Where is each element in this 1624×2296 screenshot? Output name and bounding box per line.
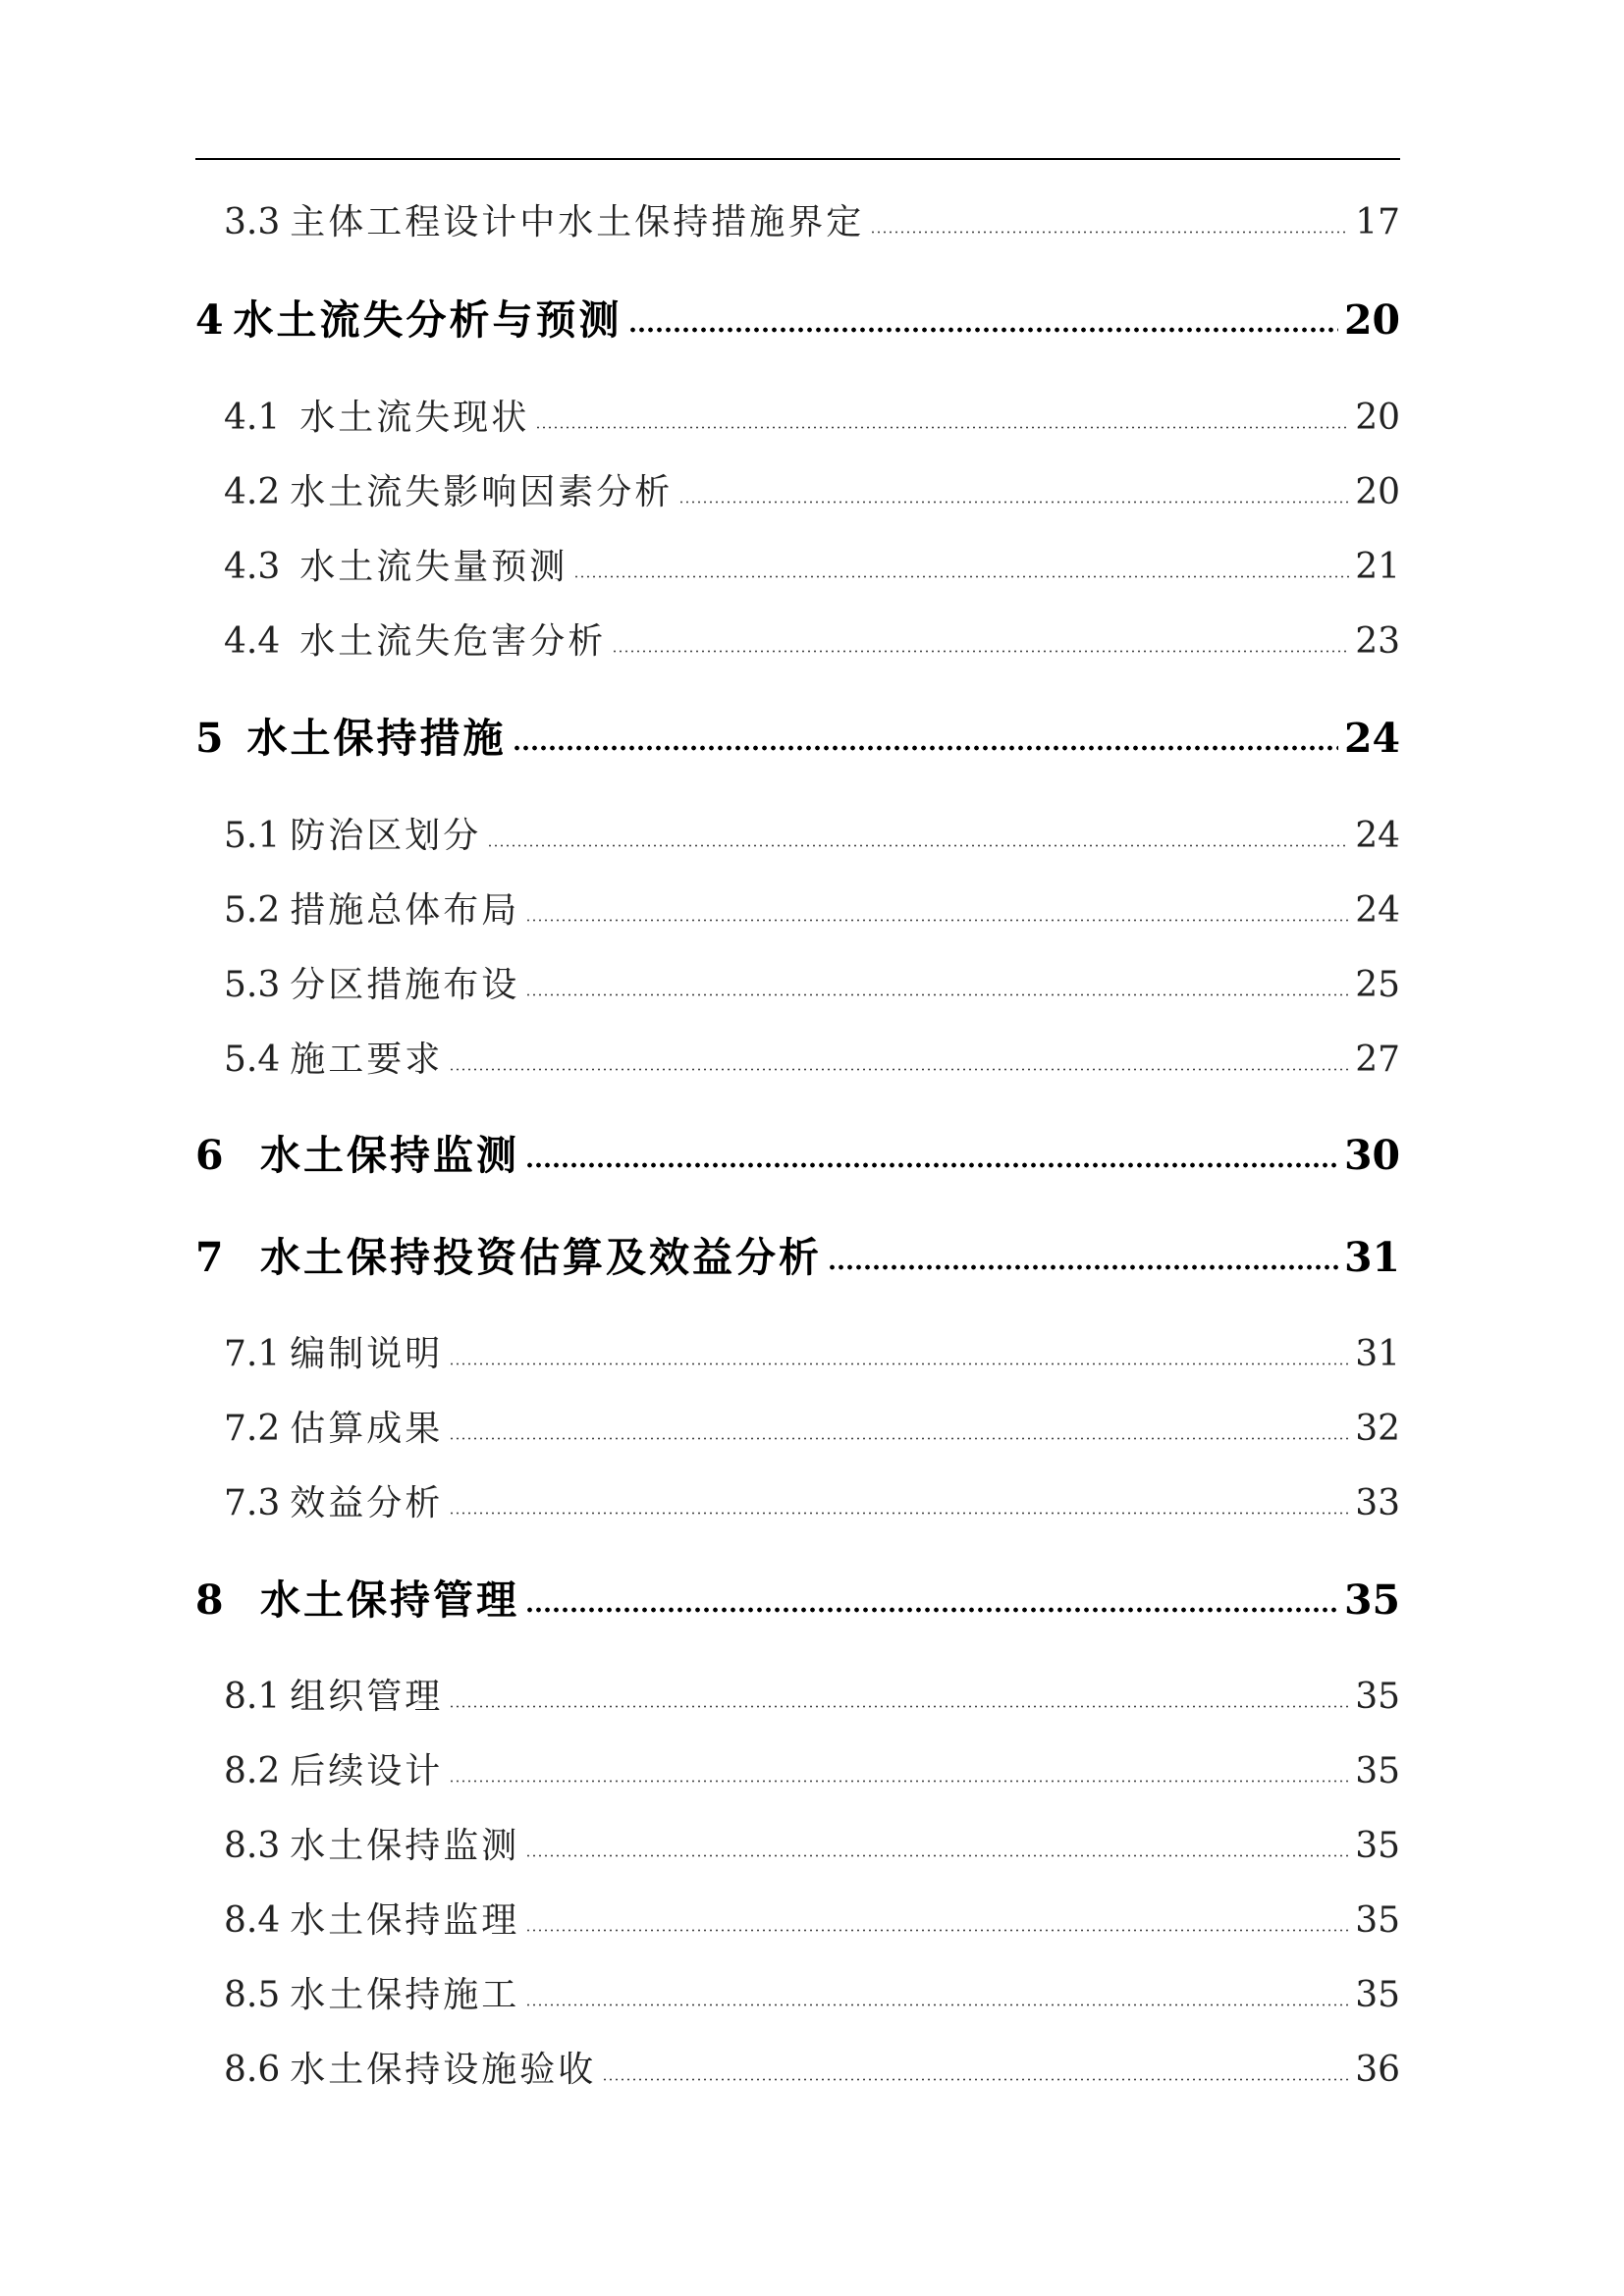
toc-entry-5-3[interactable] xyxy=(224,957,1400,1004)
toc-page-number: 24 xyxy=(1343,715,1400,762)
toc-number: 4 xyxy=(195,296,224,344)
toc-page-number: 20 xyxy=(1343,296,1400,344)
toc-page-number: 23 xyxy=(1355,621,1400,662)
toc-number: 7.3 xyxy=(224,1483,281,1523)
toc-entry-4-1[interactable] xyxy=(224,390,1400,437)
toc-title: 施工要求 xyxy=(290,1040,444,1080)
toc-chapter-8[interactable] xyxy=(195,1568,1400,1624)
toc-page-number: 35 xyxy=(1343,1576,1400,1624)
toc-title: 水土流失量预测 xyxy=(299,547,568,587)
toc-number: 5.1 xyxy=(224,816,281,856)
toc-title: 编制说明 xyxy=(290,1334,444,1374)
toc-page-number: 20 xyxy=(1355,398,1400,438)
toc-number: 4.2 xyxy=(224,472,281,512)
toc-title: 水土保持投资估算及效益分析 xyxy=(260,1234,822,1281)
toc-page-number: 35 xyxy=(1355,1751,1400,1791)
dot-leader xyxy=(525,993,1349,996)
toc-title: 防治区划分 xyxy=(290,816,482,856)
toc-title: 效益分析 xyxy=(290,1483,444,1523)
dot-leader xyxy=(828,1264,1338,1270)
toc-number: 7.2 xyxy=(224,1409,281,1449)
toc-title: 水土流失影响因素分析 xyxy=(290,472,674,512)
toc-page-number: 35 xyxy=(1355,1975,1400,2015)
toc-entry-8-2[interactable] xyxy=(224,1743,1400,1790)
toc-title: 水土保持措施 xyxy=(246,715,507,762)
toc-entry-8-6[interactable] xyxy=(224,2042,1400,2089)
toc-page-number: 20 xyxy=(1355,472,1400,512)
toc-entry-4-4[interactable] xyxy=(224,614,1400,661)
toc-title: 组织管理 xyxy=(290,1677,444,1717)
toc-page-number: 30 xyxy=(1343,1132,1400,1179)
toc-page-number: 24 xyxy=(1355,890,1400,931)
toc-number: 4.3 xyxy=(224,547,281,587)
toc-entry-4-2[interactable] xyxy=(224,464,1400,511)
toc-title: 主体工程设计中水土保持措施界定 xyxy=(290,202,865,242)
toc-page-number: 24 xyxy=(1355,816,1400,856)
dot-leader xyxy=(525,919,1349,922)
toc-entry-8-3[interactable] xyxy=(224,1818,1400,1865)
toc-number: 5.3 xyxy=(224,965,281,1005)
toc-page-number: 31 xyxy=(1355,1334,1400,1374)
toc-page-number: 31 xyxy=(1343,1234,1400,1281)
dot-leader xyxy=(628,327,1338,333)
toc-page-number: 21 xyxy=(1355,547,1400,587)
toc-number: 6 xyxy=(195,1132,224,1179)
toc-entry-7-3[interactable] xyxy=(224,1475,1400,1522)
dot-leader xyxy=(449,1705,1349,1708)
toc-title: 水土保持管理 xyxy=(260,1576,519,1624)
toc-title: 措施总体布局 xyxy=(290,890,520,931)
toc-entry-4-3[interactable] xyxy=(224,539,1400,586)
toc-number: 8.4 xyxy=(224,1900,281,1941)
dot-leader xyxy=(449,1512,1349,1515)
toc-title: 水土保持监测 xyxy=(290,1826,520,1866)
toc-entry-5-2[interactable] xyxy=(224,882,1400,930)
toc-title: 水土保持监测 xyxy=(260,1132,519,1179)
toc-title: 水土流失分析与预测 xyxy=(233,296,623,344)
toc-number: 8.6 xyxy=(224,2050,281,2090)
toc-page-number: 35 xyxy=(1355,1677,1400,1717)
dot-leader xyxy=(525,2003,1349,2006)
toc-page-number: 33 xyxy=(1355,1483,1400,1523)
dot-leader xyxy=(449,1068,1349,1071)
dot-leader xyxy=(525,1854,1349,1857)
toc-number: 7 xyxy=(195,1234,224,1281)
dot-leader xyxy=(612,650,1349,653)
toc-entry-7-1[interactable] xyxy=(224,1326,1400,1373)
toc-number: 4.1 xyxy=(224,398,281,438)
dot-leader xyxy=(513,745,1338,751)
toc-number: 8.2 xyxy=(224,1751,281,1791)
toc-entry-7-2[interactable] xyxy=(224,1401,1400,1448)
toc-chapter-7[interactable] xyxy=(195,1225,1400,1281)
dot-leader xyxy=(525,1162,1338,1168)
toc-number: 8.1 xyxy=(224,1677,281,1717)
dot-leader xyxy=(525,1607,1338,1613)
toc-entry-8-1[interactable] xyxy=(224,1669,1400,1716)
toc-page-number: 27 xyxy=(1355,1040,1400,1080)
toc-number: 5 xyxy=(195,715,224,762)
toc-number: 3.3 xyxy=(224,202,281,242)
toc-page-number: 32 xyxy=(1355,1409,1400,1449)
toc-entry-8-4[interactable] xyxy=(224,1893,1400,1940)
toc-number: 5.4 xyxy=(224,1040,281,1080)
toc-number: 8.5 xyxy=(224,1975,281,2015)
toc-entry-5-4[interactable] xyxy=(224,1032,1400,1079)
toc-title: 后续设计 xyxy=(290,1751,444,1791)
dot-leader xyxy=(573,575,1349,578)
toc-chapter-4[interactable] xyxy=(195,288,1400,344)
toc-chapter-5[interactable] xyxy=(195,706,1400,762)
dot-leader xyxy=(449,1437,1349,1440)
toc-title: 估算成果 xyxy=(290,1409,444,1449)
dot-leader xyxy=(449,1362,1349,1365)
dot-leader xyxy=(525,1929,1349,1932)
toc-title: 水土流失危害分析 xyxy=(299,621,607,662)
toc-number: 7.1 xyxy=(224,1334,281,1374)
toc-title: 水土保持施工 xyxy=(290,1975,520,2015)
toc-title: 水土流失现状 xyxy=(299,398,530,438)
toc-title: 分区措施布设 xyxy=(290,965,520,1005)
toc-page-number: 36 xyxy=(1355,2050,1400,2090)
dot-leader xyxy=(870,231,1349,234)
toc-chapter-6[interactable] xyxy=(195,1123,1400,1179)
toc-page-number: 35 xyxy=(1355,1826,1400,1866)
toc-number: 8.3 xyxy=(224,1826,281,1866)
toc-page-number: 25 xyxy=(1355,965,1400,1005)
dot-leader xyxy=(535,426,1349,429)
toc-page-number: 35 xyxy=(1355,1900,1400,1941)
dot-leader xyxy=(487,844,1349,847)
dot-leader xyxy=(449,1780,1349,1783)
toc-title: 水土保持监理 xyxy=(290,1900,520,1941)
dot-leader xyxy=(678,501,1349,504)
toc-number: 4.4 xyxy=(224,621,281,662)
toc-number: 8 xyxy=(195,1576,224,1624)
toc-title: 水土保持设施验收 xyxy=(290,2050,597,2090)
toc-entry-8-5[interactable] xyxy=(224,1967,1400,2014)
toc-number: 5.2 xyxy=(224,890,281,931)
toc-entry-5-1[interactable] xyxy=(224,808,1400,855)
toc-entry-3-3[interactable] xyxy=(224,194,1400,241)
dot-leader xyxy=(602,2078,1349,2081)
toc-page-number: 17 xyxy=(1355,202,1400,242)
